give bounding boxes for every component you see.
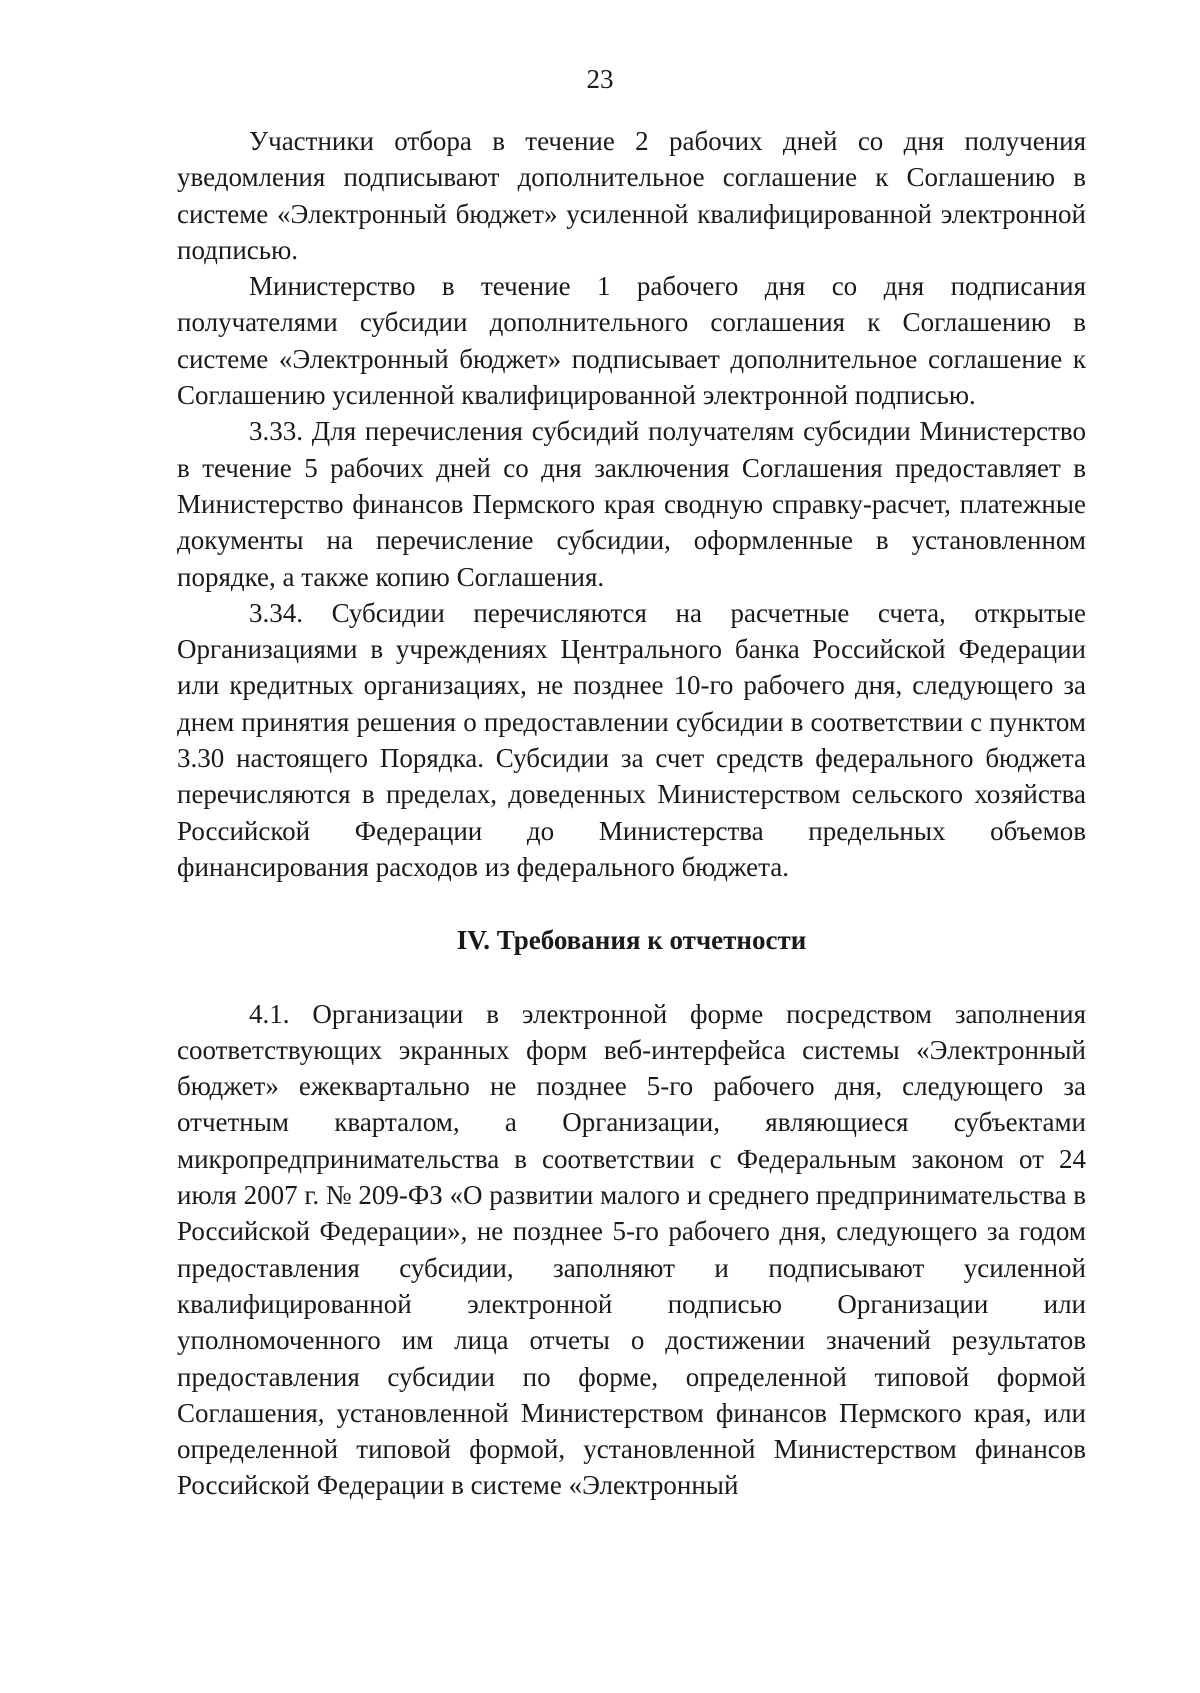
paragraph: Участники отбора в течение 2 рабочих дней со дня получения уведомления подписывают дополнительное соглашение к Соглашению в системе «Электронный бюджет» усиленной квалифицированной электронной подписью. <box>177 126 1086 265</box>
page-number: 23 <box>586 64 614 94</box>
paragraph-3-33: 3.33. Для перечисления субсидий получателям субсидии Министерство в течение 5 рабочих дней со дня заключения Соглашения предоставляет в Министерство финансов Пермского края сводную справку-расчет, платежные документы на перечисление субсидии, оформленные в установленном порядке, а также копию Соглашения. <box>177 416 1086 592</box>
paragraph-3-34: 3.34. Субсидии перечисляются на расчетные счета, открытые Организациями в учреждениях Центрального банка Российской Федерации или кредитных организациях, не позднее 10-го рабочего дня, следующего за днем принятия решения о предоставлении субсидии в соответствии с пунктом 3.30 настоящего Порядка. Субсидии за счет средств федерального бюджета перечисляются в пределах, доведенных Министерством сельского хозяйства Российской Федерации до Министерства предельных объемов финансирования расходов из федерального бюджета. <box>177 597 1086 882</box>
paragraph: Министерство в течение 1 рабочего дня со дня подписания получателями субсидии дополнительного соглашения к Соглашению в системе «Электронный бюджет» подписывает дополнительное соглашение к Соглашению усиленной квалифицированной электронной подписью. <box>177 271 1086 411</box>
section-heading: IV. Требования к отчетности <box>456 925 807 956</box>
document-body <box>177 123 1086 1504</box>
paragraph-4-1: 4.1. Организации в электронной форме посредством заполнения соответствующих экранных форм веб-интерфейса системы «Электронный бюджет» ежеквартально не позднее 5-го рабочего дня, следующего за отчетным кварталом, а Организации, являющиеся субъектами микропредпринимательства в соответствии с Федеральным законом от 24 июля 2007 г. № 209-ФЗ «О развитии малого и среднего предпринимательства в Российской Федерации», не позднее 5-го рабочего дня, следующего за годом предоставления субсидии, заполняют и подписывают усиленной квалифицированной электронной подписью Организации или уполномоченного им лица отчеты о достижении значений результатов предоставления субсидии по форме, определенной типовой формой Соглашения, установленной Министерством финансов Пермского края, или определенной типовой формой, установленной Министерством финансов Российской Федерации в системе «Электронный <box>177 998 1086 1501</box>
